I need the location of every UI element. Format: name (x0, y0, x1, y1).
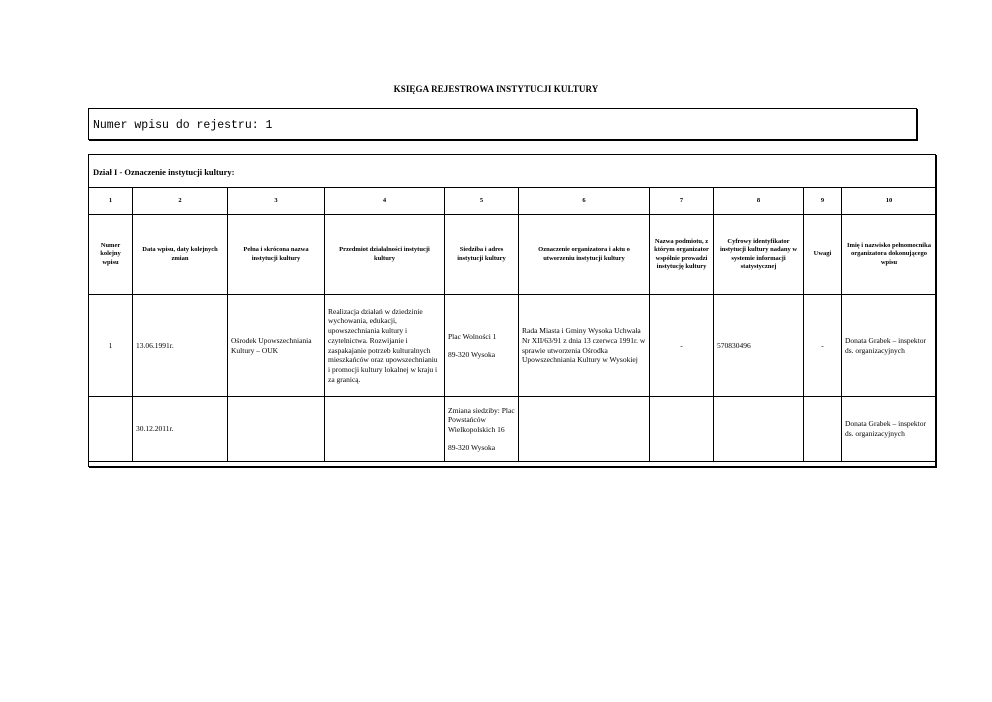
column-header: Imię i nazwisko pełnomocnika organizatora dokonującego wpisu (842, 215, 937, 295)
column-header: Siedziba i adres instytucji kultury (445, 215, 519, 295)
entry-date-cell: 30.12.2011r. (133, 397, 228, 462)
table-row (89, 397, 937, 462)
entry-number-cell: 1 (89, 295, 133, 397)
remarks-cell (804, 397, 842, 462)
table-row (89, 295, 937, 397)
address-line: Plac Wolności 1 (448, 331, 497, 341)
column-header: Przedmiot działalności instytucji kultury (325, 215, 445, 295)
register-table (88, 187, 937, 462)
column-header: Numer kolejny wpisu (89, 215, 133, 295)
organizer-cell (519, 397, 650, 462)
column-number-row (89, 188, 937, 215)
column-header: Cyfrowy identyfikator instytucji kultury nadany w systemie informacji statystycznej (714, 215, 804, 295)
column-number: 7 (650, 188, 714, 215)
institution-name-cell: Ośrodek Upowszechniania Kultury – OUK (228, 295, 325, 397)
co-organizer-cell: - (650, 295, 714, 397)
column-number: 4 (325, 188, 445, 215)
proxy-cell: Donata Grabek – inspektor ds. organizacyjnych (842, 397, 937, 462)
stat-id-cell: 570830496 (714, 295, 804, 397)
institution-name-cell (228, 397, 325, 462)
column-header: Nazwa podmiotu, z którym organizator wspólnie prowadzi instytucję kultury (650, 215, 714, 295)
column-number: 2 (133, 188, 228, 215)
stat-id-cell (714, 397, 804, 462)
document-title: KSIĘGA REJESTROWA INSTYTUCJI KULTURY (393, 84, 599, 94)
column-number: 3 (228, 188, 325, 215)
co-organizer-cell (650, 397, 714, 462)
column-header: Oznaczenie organizatora i aktu o utworzeniu instytucji kultury (519, 215, 650, 295)
section-title: Dział I - Oznaczenie instytucji kultury: (93, 167, 235, 177)
address-line: 89-320 Wysoka (448, 442, 496, 452)
remarks-cell: - (804, 295, 842, 397)
column-number: 5 (445, 188, 519, 215)
entry-date-cell: 13.06.1991r. (133, 295, 228, 397)
column-header-row (89, 215, 937, 295)
column-header: Pełna i skrócona nazwa instytucji kultury (228, 215, 325, 295)
column-number: 6 (519, 188, 650, 215)
proxy-cell: Donata Grabek – inspektor ds. organizacyjnych (842, 295, 937, 397)
address-cell (445, 397, 519, 462)
address-cell (445, 295, 519, 397)
activity-cell (325, 397, 445, 462)
column-header: Data wpisu, daty kolejnych zmian (133, 215, 228, 295)
entry-number-box (88, 108, 917, 140)
entry-number-label: Numer wpisu do rejestru: 1 (93, 119, 273, 132)
column-number: 1 (89, 188, 133, 215)
section-1 (88, 154, 936, 467)
activity-cell: Realizacja działań w dziedzinie wychowania, edukacji, upowszechniania kultury i czytelnictwa. Rozwijanie i zaspakajanie potrzeb kulturalnych mieszkańców oraz upowszechnianiu i promocji kultury lokalnej w kraju i za granicą. (325, 295, 445, 397)
column-number: 10 (842, 188, 937, 215)
column-number: 8 (714, 188, 804, 215)
organizer-cell: Rada Miasta i Gminy Wysoka Uchwała Nr XII/63/91 z dnia 13 czerwca 1991r. w sprawie utworzenia Ośrodka Upowszechniania Kultury w Wysokiej (519, 295, 650, 397)
address-line: Zmiana siedziby: Plac Powstańców Wielkopolskich 16 (448, 405, 515, 434)
column-header: Uwagi (804, 215, 842, 295)
column-number: 9 (804, 188, 842, 215)
address-line: 89-320 Wysoka (448, 349, 496, 359)
entry-number-cell (89, 397, 133, 462)
